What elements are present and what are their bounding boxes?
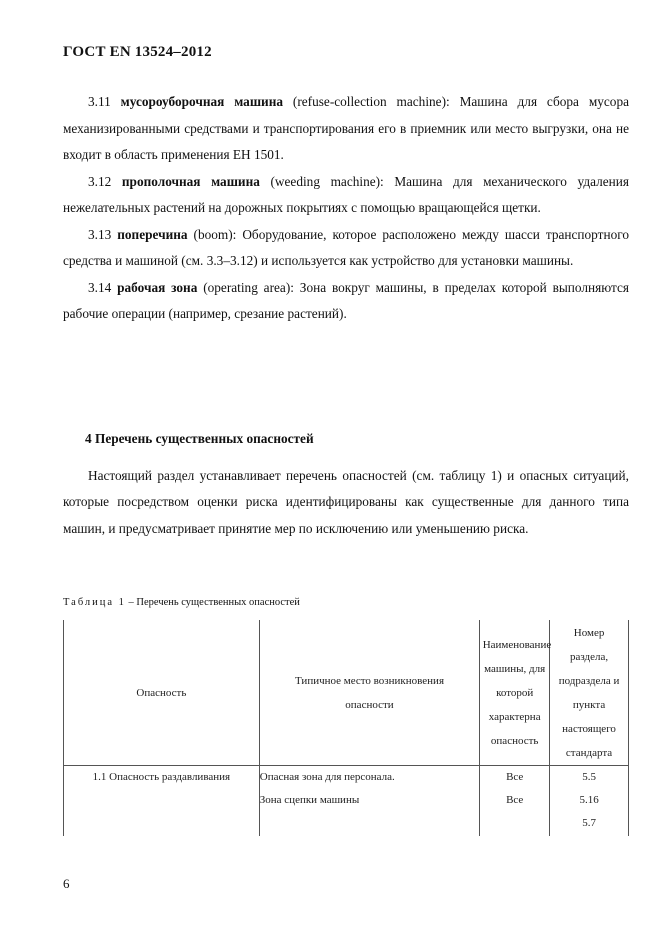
page-number: 6 xyxy=(63,876,70,891)
table-caption-label: Таблица 1 xyxy=(63,597,126,608)
definition-text: (weeding machine): Машина для механического удаления нежелательных растений на дорожных покрытиях с помощью вращающейся щетки. xyxy=(63,173,629,215)
table-header-row xyxy=(64,620,629,766)
definition-number: 3.14 xyxy=(88,279,112,295)
machine-line: Все xyxy=(506,794,524,806)
header-hazard: Опасность xyxy=(64,620,260,766)
table-caption-title: Перечень существенных опасностей xyxy=(136,597,300,608)
standard-line: 5.5 xyxy=(582,771,596,783)
cell-machines xyxy=(480,766,550,837)
definition-3-13 xyxy=(63,222,629,275)
definitions-block xyxy=(63,89,629,328)
header-place-text: Типичное место возникновения опасности xyxy=(294,674,444,711)
definition-number: 3.11 xyxy=(88,94,111,109)
standard-line: 5.16 xyxy=(579,794,599,806)
header-machine xyxy=(480,620,550,766)
definition-number: 3.13 xyxy=(88,226,112,242)
section-4 xyxy=(63,426,629,542)
definition-number: 3.12 xyxy=(88,173,112,189)
header-standard-text: Номер раздела, подраздела и пункта настоящего стандарта xyxy=(558,626,620,759)
place-line: Опасная зона для персонала. xyxy=(259,771,395,783)
table-caption-dash: – xyxy=(125,597,137,608)
definition-term: мусороуборочная машина xyxy=(120,94,284,109)
definition-text: (boom): Оборудование, которое расположено между шасси транспортного средства и машиной (см. 3.3–3.12) и используется как устройство для установки машины. xyxy=(63,226,629,268)
definition-3-12 xyxy=(63,169,629,222)
cell-hazard: 1.1 Опасность раздавливания xyxy=(64,766,260,837)
definition-text: (operating area): Зона вокруг машины, в пределах которой выполняются рабочие операции (например, срезание растений). xyxy=(63,279,629,321)
hazards-table xyxy=(63,620,629,836)
table-caption xyxy=(63,597,300,608)
place-line: Зона сцепки машины xyxy=(259,794,360,806)
header-place xyxy=(259,620,479,766)
section-paragraph: Настоящий раздел устанавливает перечень опасностей (см. таблицу 1) и опасных ситуаций, которые посредством оценки риска идентифицированы как существенные для данного типа машин, и предусматривает принятие мер по исключению или уменьшению риска. xyxy=(63,467,629,536)
standard-line: 5.7 xyxy=(582,817,596,829)
definition-term: прополочная машина xyxy=(121,173,260,189)
cell-standards xyxy=(550,766,629,837)
definition-term: поперечина xyxy=(117,226,188,242)
definition-3-11 xyxy=(63,89,629,169)
machine-line: Все xyxy=(506,771,524,783)
cell-places xyxy=(259,766,479,837)
definition-3-14 xyxy=(63,275,629,328)
header-standard xyxy=(550,620,629,766)
section-heading: 4 Перечень существенных опасностей xyxy=(85,431,314,446)
definition-term: рабочая зона xyxy=(117,279,198,295)
document-header: ГОСТ EN 13524–2012 xyxy=(63,44,212,60)
header-machine-text: Наименование машины, для которой характерна опасность xyxy=(482,638,552,747)
definition-text: (refuse-collection machine): Машина для сбора мусора механизированными средствами и транспортирования его в приемник или место выгрузки, она не входит в область применения ЕН 1501. xyxy=(63,94,629,162)
table-row xyxy=(64,766,629,837)
